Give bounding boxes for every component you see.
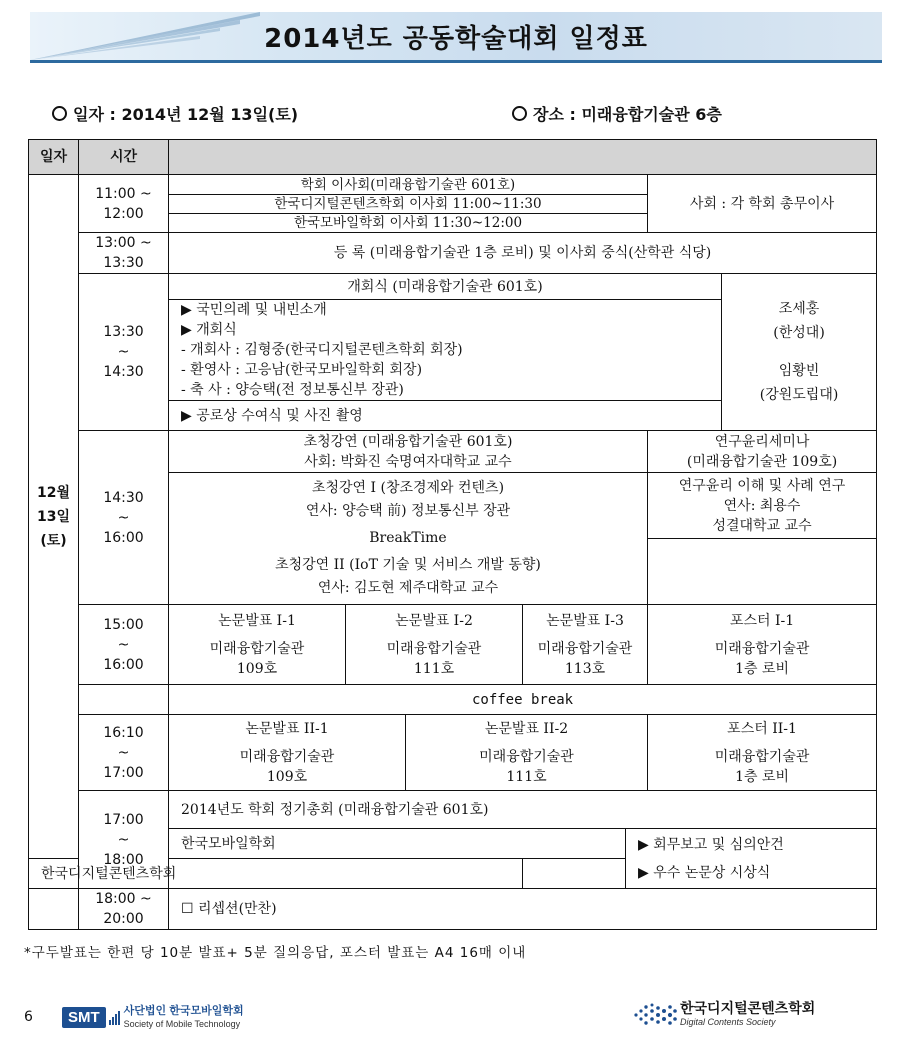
keynote-heading bbox=[169, 431, 648, 473]
agenda-item: ▶ 회무보고 및 심의안건 bbox=[638, 836, 784, 853]
board-meeting-item: 학회 이사회(미래융합기술관 601호) bbox=[169, 176, 647, 195]
keynote-title: 초청강연 (미래융합기술관 601호) bbox=[303, 433, 513, 450]
smt-korean-name: 한국모바일학회 bbox=[169, 1005, 244, 1017]
session-room: 111호 bbox=[506, 768, 547, 785]
time-cell-empty bbox=[79, 685, 169, 715]
keynote-talk-1: 초청강연 I (창조경제와 컨텐츠) bbox=[311, 480, 505, 496]
row-keynote-heading bbox=[29, 431, 877, 473]
schedule-table bbox=[28, 139, 877, 930]
time-cell bbox=[79, 175, 169, 233]
dcs-dots-icon bbox=[632, 1002, 678, 1028]
ethics-speaker: 연사: 최용수 bbox=[723, 497, 801, 514]
time-cell bbox=[79, 715, 169, 791]
opening-program bbox=[169, 300, 722, 401]
time-start: 13:30 bbox=[103, 324, 144, 340]
row-registration bbox=[29, 233, 877, 274]
coffee-break: coffee break bbox=[169, 685, 877, 715]
event-venue bbox=[512, 102, 722, 125]
registration-text: 등 록 (미래융합기술관 1층 로비) 및 이사회 중식(산학관 식당) bbox=[169, 233, 877, 274]
session-place: 미래융합기술관 bbox=[386, 640, 482, 657]
award-ceremony: ▶ 공로상 수여식 및 사진 촬영 bbox=[169, 401, 722, 431]
program-line: - 환영사 : 고응남(한국모바일학회 회장) bbox=[181, 362, 423, 378]
session-cell bbox=[648, 715, 877, 791]
time-start: 13:00 ~ bbox=[95, 235, 152, 251]
dcs-logo bbox=[632, 1002, 815, 1028]
program-line: ▶ 국민의례 및 내빈소개 bbox=[181, 302, 327, 318]
circle-bullet-icon bbox=[52, 106, 67, 121]
session-name: 논문발표 II-1 bbox=[245, 720, 329, 737]
ethics-heading bbox=[648, 431, 877, 473]
society-name: 한국모바일학회 bbox=[169, 829, 626, 859]
row-coffee-break bbox=[29, 685, 877, 715]
program-line: - 축 사 : 양승택(전 정보통신부 장관) bbox=[181, 382, 404, 398]
reception-text: ☐ 리셉션(만찬) bbox=[169, 889, 877, 930]
session-cell bbox=[346, 605, 523, 685]
session-cell bbox=[648, 605, 877, 685]
row-sessions-2 bbox=[29, 715, 877, 791]
event-venue-text: 장소 : 미래융합기술관 6층 bbox=[533, 105, 722, 124]
session-name: 포스터 I-1 bbox=[729, 612, 795, 629]
session-name: 논문발표 I-3 bbox=[546, 612, 624, 629]
assembly-heading: 2014년도 학회 정기총회 (미래융합기술관 601호) bbox=[169, 791, 877, 829]
board-meetings-list bbox=[169, 176, 647, 232]
title-banner bbox=[30, 12, 882, 63]
time-end: 12:00 bbox=[103, 205, 144, 222]
time-cell bbox=[79, 889, 169, 930]
smt-english-name: Society of Mobile Technology bbox=[123, 1019, 241, 1029]
board-meetings-cell bbox=[169, 175, 648, 233]
session-cell bbox=[406, 715, 648, 791]
dcs-korean-name: 한국디지털콘텐츠학회 bbox=[680, 1000, 816, 1016]
ethics-seminar bbox=[648, 473, 877, 539]
session-name: 포스터 II-1 bbox=[727, 720, 797, 737]
dcs-logo-text bbox=[680, 1002, 815, 1028]
row-reception bbox=[29, 889, 877, 930]
page-title: 2014년도 공동학술대회 일정표 bbox=[264, 24, 648, 54]
session-place: 미래융합기술관 bbox=[209, 640, 305, 657]
smt-korean-prefix: 사단법인 bbox=[123, 1005, 167, 1017]
row-sessions-1 bbox=[29, 605, 877, 685]
session-place: 미래융합기술관 bbox=[479, 748, 574, 765]
session-name: 논문발표 I-1 bbox=[218, 612, 296, 629]
time-start: 18:00 ~ bbox=[95, 891, 152, 907]
ethics-empty bbox=[648, 539, 877, 605]
keynote-talks bbox=[169, 473, 648, 605]
time-cell bbox=[79, 233, 169, 274]
moderator-affiliation: (한성대) bbox=[773, 325, 825, 341]
session-cell bbox=[523, 605, 648, 685]
time-sep: ~ bbox=[117, 744, 130, 761]
program-line: - 개회사 : 김형중(한국디지털콘텐츠학회 회장) bbox=[181, 342, 463, 358]
society-name: 한국디지털콘텐츠학회 bbox=[29, 859, 523, 889]
header-day: 일자 bbox=[29, 140, 79, 175]
time-start: 11:00 ~ bbox=[95, 185, 152, 202]
day-cell bbox=[29, 175, 79, 859]
day-cell-empty bbox=[29, 889, 79, 930]
keynote-speaker-2: 연사: 김도현 제주대학교 교수 bbox=[317, 580, 499, 596]
time-end: 17:00 bbox=[103, 764, 144, 781]
time-end: 14:30 bbox=[103, 364, 144, 380]
agenda-item: ▶ 우수 논문상 시상식 bbox=[638, 864, 771, 881]
session-room: 113호 bbox=[564, 660, 606, 677]
header-row bbox=[29, 140, 877, 175]
time-cell bbox=[79, 605, 169, 685]
session-room: 111호 bbox=[413, 660, 455, 677]
time-end: 16:00 bbox=[103, 656, 144, 673]
time-sep: ~ bbox=[117, 344, 130, 360]
time-end: 13:30 bbox=[103, 255, 144, 271]
keynote-talk-2: 초청강연 II (IoT 기술 및 서비스 개발 동향) bbox=[275, 557, 541, 573]
moderator-name: 임황빈 bbox=[778, 363, 820, 379]
event-date-text: 일자 : 2014년 12월 13일(토) bbox=[73, 105, 299, 124]
time-start: 15:00 bbox=[103, 616, 144, 633]
day-weekday: (토) bbox=[40, 532, 67, 549]
row-board-meeting bbox=[29, 175, 877, 233]
opening-moderators bbox=[722, 274, 877, 431]
day-date: 13일 bbox=[36, 508, 70, 525]
page-number: 6 bbox=[24, 1009, 33, 1025]
keynote-host: 사회: 박화진 숙명여자대학교 교수 bbox=[304, 453, 512, 470]
moderator-name: 조세홍 bbox=[778, 301, 820, 317]
time-sep: ~ bbox=[117, 636, 130, 653]
session-room: 1층 로비 bbox=[735, 768, 790, 785]
time-sep: ~ bbox=[117, 509, 130, 526]
event-date bbox=[52, 102, 298, 125]
header-time: 시간 bbox=[79, 140, 169, 175]
moderator-affiliation: (강원도립대) bbox=[759, 387, 839, 403]
time-sep: ~ bbox=[117, 831, 130, 848]
smt-logo-text bbox=[124, 1004, 244, 1030]
session-name: 논문발표 I-2 bbox=[395, 612, 473, 629]
session-room: 1층 로비 bbox=[735, 660, 790, 677]
program-line: ▶ 개회식 bbox=[181, 322, 237, 338]
time-start: 14:30 bbox=[103, 489, 144, 506]
board-meeting-item: 한국디지털콘텐츠학회 이사회 11:00~11:30 bbox=[169, 194, 647, 213]
session-place: 미래융합기술관 bbox=[714, 748, 810, 765]
time-start: 16:10 bbox=[103, 724, 144, 741]
ethics-topic: 연구윤리 이해 및 사례 연구 bbox=[678, 477, 846, 494]
time-start: 17:00 bbox=[103, 811, 144, 828]
row-general-assembly bbox=[29, 791, 877, 829]
day-month: 12월 bbox=[36, 484, 70, 501]
time-cell bbox=[79, 431, 169, 605]
session-place: 미래융합기술관 bbox=[537, 640, 633, 657]
smt-logo bbox=[62, 1004, 244, 1030]
session-room: 109호 bbox=[236, 660, 278, 677]
time-cell bbox=[79, 274, 169, 431]
time-end: 16:00 bbox=[103, 529, 144, 546]
signal-bars-icon bbox=[109, 1009, 121, 1025]
session-place: 미래융합기술관 bbox=[239, 748, 335, 765]
header-blank bbox=[169, 140, 877, 175]
break-time: BreakTime bbox=[369, 530, 447, 546]
dcs-english-name: Digital Contents Society bbox=[680, 1017, 776, 1027]
ethics-title: 연구윤리세미나 bbox=[714, 433, 810, 450]
time-end: 18:00 bbox=[103, 851, 144, 868]
session-place: 미래융합기술관 bbox=[714, 640, 810, 657]
ethics-affiliation: 성결대학교 교수 bbox=[712, 517, 812, 534]
footnote: *구두발표는 한편 당 10분 발표+ 5분 질의응답, 포스터 발표는 A4 16매 이내 bbox=[24, 945, 527, 961]
board-host: 사회 : 각 학회 총무이사 bbox=[648, 175, 877, 233]
session-cell bbox=[169, 715, 406, 791]
keynote-speaker-1: 연사: 양승택 前) 정보통신부 장관 bbox=[305, 503, 511, 519]
circle-bullet-icon bbox=[512, 106, 527, 121]
board-meeting-item: 한국모바일학회 이사회 11:30~12:00 bbox=[293, 214, 523, 231]
session-cell bbox=[169, 605, 346, 685]
opening-heading: 개회식 (미래융합기술관 601호) bbox=[169, 274, 722, 300]
session-name: 논문발표 II-2 bbox=[484, 720, 569, 737]
assembly-agenda bbox=[626, 829, 877, 889]
session-room: 109호 bbox=[266, 768, 308, 785]
smt-badge: SMT bbox=[62, 1007, 106, 1028]
ethics-room: (미래융합기술관 109호) bbox=[686, 453, 838, 470]
row-opening-heading bbox=[29, 274, 877, 300]
time-end: 20:00 bbox=[103, 911, 144, 927]
